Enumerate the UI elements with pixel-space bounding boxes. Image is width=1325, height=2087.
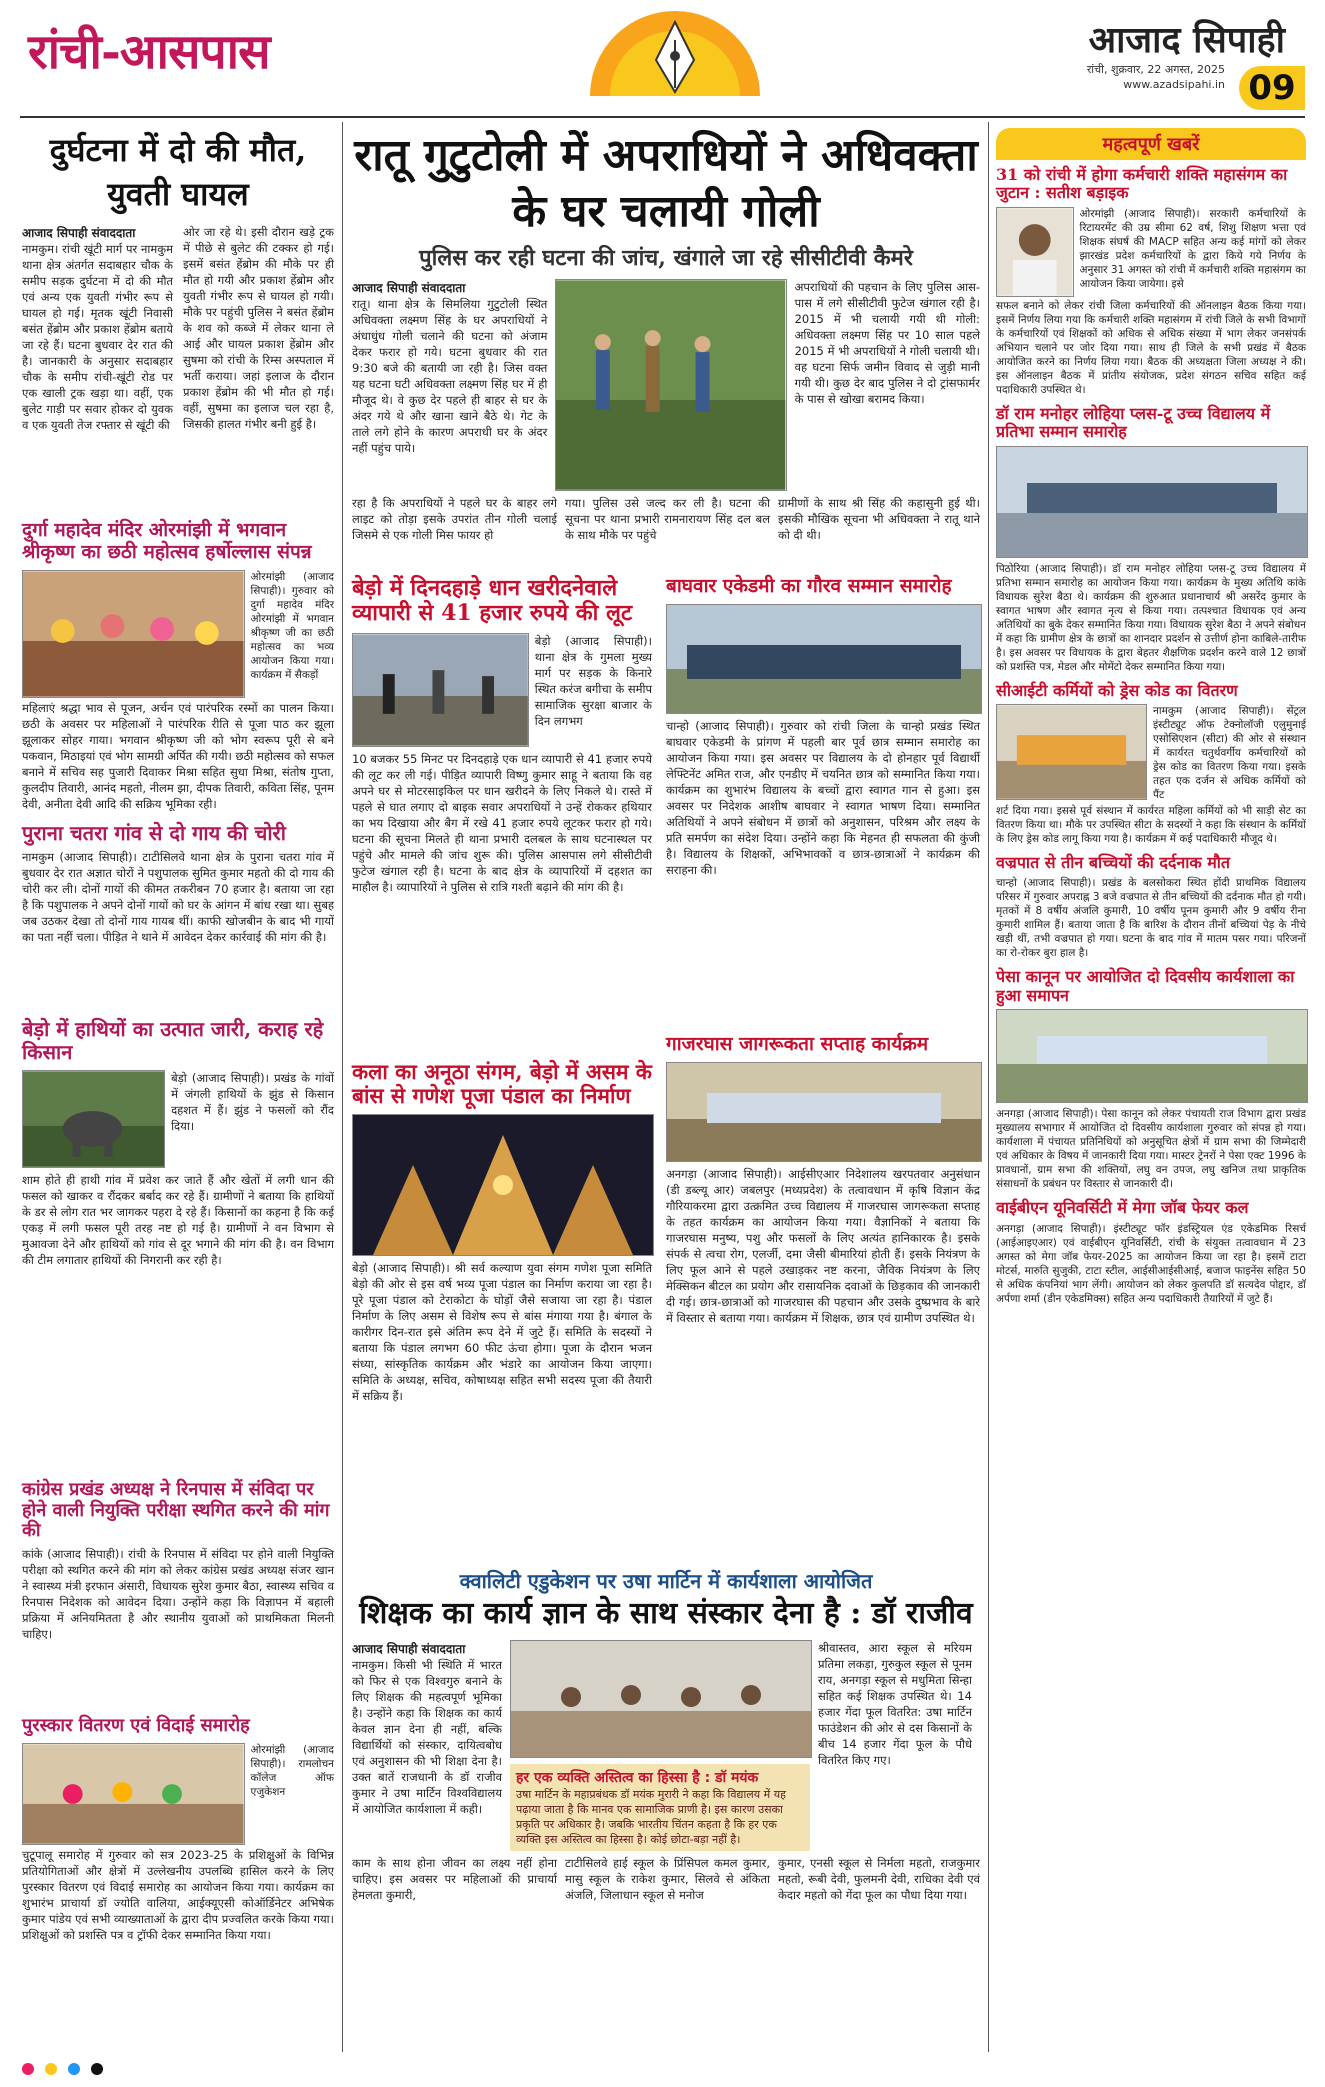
pandal-photo — [352, 1114, 654, 1256]
body-text: शाम होते ही हाथी गांव में प्रवेश कर जाते हैं और खेतों में लगी धान की फसल को खाकर व रौंदकर बर्बाद कर रहे हैं। ग्रामीणों ने बताया कि हाथियों के डर से लोग रात भर जागकर पहरा दे रहे हैं। किसानों का कहना है कि कई एकड़ में लगी फसल पूरी तरह नष्ट हो गई है। ग्रामीणों ने वन विभाग से मुआवजा देने और हाथियों को गांव से दूर भगाने की मांग की है। वन विभाग की टीम लगातार हाथियों की निगरानी कर रही है। — [22, 1173, 334, 1267]
body-text: पिठोरिया (आजाद सिपाही)। डॉ राम मनोहर लोहिया प्लस-टू उच्च विद्यालय में प्रतिभा सम्मान समारोह का आयोजन किया गया। कार्यक्रम के मुख्य अतिथि कांके विधायक सुरेश बैठा थे। कार्यक्रम की शुरुआत प्रधानाचार्य श्री असरेंद कुमार के स्वागत भाषण और स्वागत नृत्य से किया गया। तत्पश्चात विधायक एवं अन्य अतिथियों का बुके देकर सम्मानित किया गया। विधायक सुरेश बैठा ने अपने संबोधन में कहा कि ग्रामीण क्षेत्र के छात्रों का शानदार प्रदर्शन से उत्तीर्ण होना काबिले-तारीफ है। इस अवसर पर विधायक के द्वारा बेहतर शैक्षणिक प्रदर्शन करने वाले 12 छात्रों को प्रशस्ति पत्र, मेडल और मोमेंटो देकर सम्मानित किया गया। — [996, 562, 1306, 673]
body-text: नामकुम (आजाद सिपाही)। सेंट्रल इंस्टीट्यूट ऑफ टेक्नोलॉजी एलुमुनाई एसोसिएशन (सीटा) की ओर से संस्थान में कार्यरत चतुर्थवर्गीय कर्मचारियों को ड्रेस कोड का वितरण किया गया। इसके तहत एक दर्जन से अधिक कर्मियों को पैंट — [1153, 704, 1306, 801]
headline: बेड़ो में हाथियों का उत्पात जारी, कराह रहे किसान — [22, 1017, 324, 1064]
headline: वाईबीएन यूनिवर्सिटी में मेगा जॉब फेयर कल — [996, 1198, 1249, 1218]
footer — [22, 2060, 1307, 2079]
body-text: ओरमांझी (आजाद सिपाही)। रामलोचन कॉलेज ऑफ एजुकेशन — [250, 1743, 334, 1798]
byline: आजाद सिपाही संवाददाता — [352, 1641, 466, 1656]
body-text: अनगड़ा (आजाद सिपाही)। पेसा कानून को लेकर पंचायती राज विभाग द्वारा प्रखंड मुख्यालय सभागार में आयोजित दो दिवसीय कार्यशाला गुरुवार को संपन्न हो गया। कार्यशाला में पंचायत प्रतिनिधियों को अनुसूचित क्षेत्रों में ग्राम सभा की जिम्मेदारी एवं अधिकार के विषय में जानकारी दिया गया। मास्टर ट्रेनरों ने पेसा एक्ट 1996 के प्रावधानों, ग्राम सभा की शक्तियों, लघु वन उपज, लघु खनिज तथा प्राकृतिक संसाधनों के प्रबंधन पर विस्तार से जानकारी दी। — [996, 1108, 1306, 1191]
headline: कांग्रेस प्रखंड अध्यक्ष ने रिनपास में संविदा पर होने वाली नियुक्ति परीक्षा स्थगित करने की मांग की — [22, 1479, 330, 1542]
headline: कला का अनूठा संगम, बेड़ो में असम के बांस से गणेश पूजा पंडाल का निर्माण — [352, 1059, 652, 1109]
pesa-photo — [996, 1009, 1308, 1103]
academy-photo — [666, 604, 982, 714]
article-durga-mahotsav — [22, 520, 334, 812]
headline: पुरस्कार वितरण एवं विदाई समारोह — [22, 1715, 250, 1736]
body-text: कांके (आजाद सिपाही)। रांची के रिनपास में संविदा पर होने वाली नियुक्ति परीक्षा को स्थगित करने की मांग को लेकर कांग्रेस प्रखंड अध्यक्ष संजर खान ने स्वास्थ्य मंत्री इरफान अंसारी, विधायक सुरेश कुमार बैठा, स्वास्थ्य सचिव व रिनपास निदेशक को आवेदन दिया। उन्होंने कहा कि विज्ञापन में बहाली प्रक्रिया में अनियमितता है और स्थानीय युवाओं को प्राथमिकता मिलनी चाहिए। — [22, 1547, 334, 1642]
kicker: क्वालिटी एडुकेशन पर उषा मार्टिन में कार्यशाला आयोजित — [459, 1569, 873, 1593]
body-text: ओरमांझी (आजाद सिपाही)। सरकारी कर्मचारियों के रिटायरमेंट की उम्र सीमा 62 वर्ष, शिशु शिक्षण भत्ता एवं शिक्षक संघर्ष की MACP सहित अन्य कई मांगों को लेकर झारखंड प्रदेश कर्मचारियों के द्वारा किये गये निर्णय के अनुसार 31 अगस्त को रांची में कर्मचारी शक्ति महासंगम का आयोजन किया जायेगा। इसे — [1079, 207, 1306, 290]
brand-name: आजाद सिपाही — [1088, 19, 1285, 61]
elephant-photo — [22, 1070, 165, 1168]
article-robbery — [352, 576, 652, 895]
body-text: ग्रामीणों के साथ श्री सिंह की कहासुनी हुई थी। इसकी मौखिक सूचना भी अधिवक्ता ने रातू थाने को दी थी। — [778, 496, 980, 543]
registration-marks — [22, 2060, 1307, 2079]
headline: पुराना चतरा गांव से दो गाय की चोरी — [22, 821, 286, 845]
byline: आजाद सिपाही संवाददाता — [352, 281, 466, 296]
body-text: बेड़ो (आजाद सिपाही)। थाना क्षेत्र के गुमला मुख्य मार्ग पर सड़क के किनारे स्थित करंज बगीचा के समीप सामाजिक सुरक्षा बाजार के दिन लगभग — [534, 633, 652, 728]
body-text: अपराधियों की पहचान के लिए पुलिस आस-पास में लगे सीसीटीवी फुटेज खंगाल रही है। 2015 में भी चलायी गयी थी गोली: अधिवक्ता लक्ष्मण सिंह पर 10 साल पहले 2015 में भी अपराधियों ने गोली चलायी थी। वह घटना सिर्फ जमीन विवाद से जुड़ी मानी गयी थी। कुछ देर बाद पुलिस ने दो ट्रांसफार्मर के पास से खोखा बरामद किया। — [794, 280, 980, 407]
robbery-photo — [352, 633, 529, 747]
body-text: गया। पुलिस उसे जल्द कर ली है। घटना की सूचना पर थाना प्रभारी रामनारायण सिंह दल बल के साथ मौके पर पहुंचे — [565, 496, 770, 543]
headline: पेसा कानून पर आयोजित दो दिवसीय कार्यशाला का हुआ समापन — [996, 967, 1295, 1005]
column-divider — [342, 122, 343, 2052]
article-workshop — [352, 1570, 980, 1903]
color-dot — [45, 2063, 57, 2075]
body-text: अनगड़ा (आजाद सिपाही)। आईसीएआर निदेशालय खरपतवार अनुसंधान (डी डब्ल्यू आर) जबलपुर (मध्यप्रदेश) के तत्वावधान में कृषि विज्ञान केंद्र गौरियाकरमा द्वारा उत्क्रमित उच्च विद्यालय में गाजरघास जागरूकता सप्ताह के तहत कार्यक्रम का आयोजन किया गया। वैज्ञानिकों ने बताया कि गाजरघास मनुष्य, पशु और फसलों के लिए अत्यंत हानिकारक है। इसके संपर्क से त्वचा रोग, एलर्जी, दमा जैसी बीमारियां होती हैं। इसके नियंत्रण के लिए फूल आने से पहले उखाड़कर नष्ट करना, जैविक नियंत्रण के लिए मेक्सिकन बीटल का प्रयोग और रासायनिक दवाओं के छिड़काव की जानकारी दी गई। छात्र-छात्राओं को गाजरघास की पहचान और उसके दुष्प्रभाव के बारे में विस्तार से बताया गया। कार्यक्रम में शिक्षक, छात्र एवं ग्रामीण उपस्थित थे। — [666, 1166, 980, 1325]
body-text: रातू। थाना क्षेत्र के सिमलिया गुटुटोली स्थित अधिवक्ता लक्ष्मण सिंह के घर अपराधियों ने अंधाधुंध गोली चलाने की घटना को अंजाम देकर फरार हो गये। घटना बुधवार की रात 9:30 बजे की बतायी जा रही है। जिस वक्त यह घटना घटी अधिवक्ता लक्ष्मण सिंह घर में ही मौजूद थे। वे कुछ देर पहले ही बाहर से घर के अंदर गये थे और खाना खाने बैठे थे। गेट के ताले लगे होने के कारण अपराधी घर के अंदर नहीं पहुंच पाये। — [352, 297, 548, 456]
body-text: कुमार, एनसी स्कूल से निर्मला महतो, राजकुमार महतो, रूबी देवी, फुलमनी देवी, राधिका देवी एवं केदार महतो को गेंदा फूल का पौधा दिया गया। — [778, 1855, 980, 1902]
headline: वज्रपात से तीन बच्चियों की दर्दनाक मौत — [996, 852, 1231, 872]
school-ceremony-photo — [996, 446, 1308, 558]
masthead-rule — [20, 116, 1305, 118]
article-pesa-workshop — [996, 968, 1306, 1191]
color-dot — [68, 2063, 80, 2075]
article-elephants — [22, 1018, 334, 1268]
pen-nib-logo — [590, 0, 760, 96]
dateline-block — [1087, 62, 1225, 92]
body-text: सफल बनाने को लेकर रांची जिला कर्मचारियों की ऑनलाइन बैठक किया गया। इसमें निर्णय लिया गया कि कर्मचारी शक्ति महासंगम में रांची जिले के सभी विभागों के कर्मचारियों एवं शिक्षकों को अधिक से अधिक संख्या में भाग लेकर जनसंपर्क अभियान चलाने पर जोर दिया गया। साथ ही जिले के सभी प्रखंड में बैठक आयोजित करने का निर्णय लिया गया। बैठक की अध्यक्षता जिला अध्यक्ष ने की। इस ऑनलाइन बैठक में प्रांतीय संयोजक, प्रदेश संगठन सचिव सहित कई पदाधिकारी उपस्थित थे। — [996, 299, 1306, 396]
section-title: रांची-आसपास — [28, 24, 270, 80]
column-divider — [988, 122, 989, 2052]
body-text: शर्ट दिया गया। इससे पूर्व संस्थान में कार्यरत महिला कर्मियों को भी साड़ी सेट का वितरण किया था। मौके पर उपस्थित सीटा के सदस्यों ने कहा कि संस्थान के कर्मियों के लिए ड्रेस कोड लागू किया गया है। कार्यक्रम में कई पदाधिकारी मौजूद थे। — [996, 804, 1306, 845]
lead-article — [352, 128, 980, 543]
article-award-ceremony — [22, 1716, 334, 1943]
article-ganesh-pandal — [352, 1060, 652, 1404]
headline: सीआईटी कर्मियों को ड्रेस कोड का वितरण — [996, 680, 1238, 700]
page-number: 09 — [1239, 66, 1305, 110]
body-text: काम के साथ होना जीवन का लक्ष्य नहीं होना चाहिए। इस अवसर पर महिलाओं की प्राचार्या हेमलता कुमारी, — [352, 1855, 557, 1902]
article-accident — [22, 128, 334, 433]
workshop-photo — [510, 1640, 812, 1758]
headline: 31 को रांची में होगा कर्मचारी शक्ति महासंगम का जुटान : सतीश बड़ाइक — [996, 165, 1288, 203]
article-employee-union — [996, 166, 1306, 397]
body-text: बेड़ो (आजाद सिपाही)। प्रखंड के गांवों में जंगली हाथियों के झुंड से किसान दहशत में हैं। झुंड ने फसलों को रौंद दिया। — [171, 1071, 334, 1133]
body-text: ओर जा रहे थे। इसी दौरान खड़े ट्रक में पीछे से बुलेट की टक्कर हो गई। इसमें बसंत हेंब्रोम की मौके पर ही मौत हो गयी और प्रकाश हेंब्रोम और युवती गंभीर रूप से घायल हो गयी। मौके पर पहुंची पुलिस ने बसंत हेंब्रोम के शव को कब्जे में लेकर थाना ले आई और घायल प्रकाश हेंब्रोम और सुषमा को रांची के रिम्स अस्पताल में भर्ती कराया। जहां इलाज के दौरान प्रकाश हेंब्रोम की भी मौत हो गई। वहीं, सुषमा का इलाज चल रहा है, जिसकी हालत गंभीर बनी हुई है। — [183, 225, 334, 431]
portrait-photo — [996, 207, 1074, 297]
article-job-fair — [996, 1199, 1306, 1305]
article-cow-theft — [22, 822, 334, 945]
lead-subhead: पुलिस कर रही घटना की जांच, खंगाले जा रहे सीसीटीवी कैमरे — [419, 245, 913, 271]
headline: शिक्षक का कार्य ज्ञान के साथ संस्कार देना है : डॉ राजीव — [359, 1596, 973, 1631]
awareness-photo — [666, 1062, 982, 1162]
headline: दुर्गा महादेव मंदिर ओरमांझी में भगवान श्रीकृष्ण का छठी महोत्सव हर्षोल्लास संपन्न — [22, 519, 312, 563]
byline: आजाद सिपाही संवाददाता — [22, 226, 136, 240]
dress-distribution-photo — [996, 704, 1147, 800]
quote-box — [510, 1764, 810, 1851]
article-lightning — [996, 854, 1306, 960]
lead-headline: रातू गुटुटोली में अपराधियों ने अधिवक्ता के घर चलायी गोली — [354, 130, 978, 237]
body-text: चान्हो (आजाद सिपाही)। प्रखंड के बलसोकरा स्थित होंदी प्राथमिक विद्यालय परिसर में गुरुवार अपराह्न 3 बजे वज्रपात से तीन बच्चियों की दर्दनाक मौत हो गयी। मृतकों में 8 वर्षीय अंजलि कुमारी, 10 वर्षीय पूनम कुमारी और 9 वर्षीय रीना कुमारी शामिल हैं। बताया जाता है कि बारिश के दौरान तीनों बच्चियां पेड़ के नीचे खड़ी थीं, तभी वज्रपात हो गया। घटना के बाद गांव में मातम पसर गया। परिजनों का रो-रोकर बुरा हाल है। — [996, 877, 1306, 960]
award-photo — [22, 1743, 245, 1845]
body-text: नामकुम। रांची खूंटी मार्ग पर नामकुम थाना क्षेत्र अंतर्गत सदाबहार चौक के समीप सड़क दुर्घटना में दो की मौत एवं अन्य एक युवती गंभीर रूप से घायल हो गई। मृतक खूंटी निवासी बसंत हेंब्रोम और प्रकाश हेंब्रोम बताये जा रहे हैं। घटना बुधवार देर रात की है। जानकारी के अनुसार सदाबहार चौक के समीप रांची-खूंटी रोड पर एक खाली ट्रक खड़ा था। वहीं, एक बुलेट गाड़ी पर सवार होकर दो युवक व एक युवती तेज रफ्तार से खूंटी की — [22, 242, 173, 432]
body-text: नामकुम। किसी भी स्थिति में भारत को फिर से एक विश्वगुरु बनाने के लिए शिक्षक की महत्वपूर्ण भूमिका है। उन्होंने कहा कि शिक्षक का कार्य केवल ज्ञान देना ही नहीं, बल्कि विद्यार्थियों को संस्कार, दायित्वबोध एवं अनुशासन की भी शिक्षा देना है। उक्त बातें राजधानी के डॉ राजीव कुमार ने उषा मार्टिन विश्वविद्यालय में आयोजित कार्यशाला में कही। — [352, 1657, 502, 1816]
body-text: नामकुम (आजाद सिपाही)। टाटीसिलवे थाना क्षेत्र के पुराना चतरा गांव में बुधवार देर रात अज्ञात चोरों ने पशुपालक सुमित कुमार महतो की दो गाय की चोरी कर ली। दोनों गायों की कीमत तकरीबन 70 हजार है। बताया जा रहा है कि पशुपालक ने अपने दोनों गायों को घर के आंगन में बांध रखा था। सुबह जब उठकर देखा तो दोनों गाय गायब थीं। काफी खोजबीन के बाद भी गायों का पता नहीं चला। पीड़ित ने थाने में आवेदन देकर कार्रवाई की मांग की है। — [22, 850, 334, 944]
headline: डॉ राम मनोहर लोहिया प्लस-टू उच्च विद्यालय में प्रतिभा सम्मान समारोह — [996, 403, 1271, 442]
article-congress-rinpas — [22, 1480, 334, 1642]
quote-body: उषा मार्टिन के महाप्रबंधक डॉ मयंक मुरारी ने कहा कि विद्यालय में यह पढ़ाया जाता है कि मानव एक सामाजिक प्राणी है। इस कारण उसका प्रकृति पर अधिकार है। जबकि भारतीय चिंतन कहता है कि हर एक व्यक्ति इस अस्तित्व का हिस्सा है। कोई छोटा-बड़ा नहीं है। — [516, 1787, 786, 1846]
article-baghwar-academy — [666, 576, 980, 878]
color-dot — [22, 2063, 34, 2075]
body-text: श्रीवास्तव, आरा स्कूल से मरियम प्रतिमा लकड़ा, गुरुकुल स्कूल से पूनम राय, अनगड़ा स्कूल से मधुमिता सिन्हा सहित कई शिक्षक उपस्थित थे। 14 हजार गेंदा फूल वितरित: उषा मार्टिन फाउंडेशन की ओर से दस किसानों के बीच 14 हजार गेंदा फूल के पौधे वितरित किए गए। — [818, 1640, 972, 1767]
headline: बेड़ो में दिनदहाड़े धान खरीदनेवाले व्यापारी से 41 हजार रुपये की लूट — [352, 575, 633, 627]
important-news-box — [996, 128, 1306, 1306]
body-text: बेड़ो (आजाद सिपाही)। श्री सर्व कल्याण युवा संगम गणेश पूजा समिति बेड़ो की ओर से इस वर्ष भव्य पूजा पंडाल का निर्माण कराया जा रहा है। पूरे पूजा पंडाल को टेराकोटा के घोड़ों जैसे सजाया जा रहा है। पंडाल निर्माण के लिए असम से विशेष रूप से बांस मंगाया गया है। बंगाल के कारीगर दिन-रात इसे अंतिम रूप देने में जुटे हैं। समिति के सदस्यों ने बताया कि पंडाल लगभग 60 फीट ऊंचा होगा। पूजा के दौरान भजन संध्या, सांस्कृतिक कार्यक्रम और भंडारे का आयोजन किया जाएगा। समिति के अध्यक्ष, सचिव, कोषाध्यक्ष सहित सभी सदस्य पूजा की तैयारी में सक्रिय हैं। — [352, 1261, 652, 1404]
quote-headline: हर एक व्यक्ति अस्तित्व का हिस्सा है : डॉ मयंक — [516, 1769, 759, 1786]
body-text: चुटूपालू समारोह में गुरुवार को सत्र 2023-25 के प्रशिक्षुओं के विभिन्न प्रतियोगिताओं और क्षेत्रों में उल्लेखनीय उपलब्धि हासिल करने के लिए पुरस्कार वितरण एवं विदाई समारोह का आयोजन किया गया। कार्यक्रम का शुभारंभ प्राचार्या डॉ ज्योति वालिया, आईक्यूएसी कोऑर्डिनेटर अभिषेक कुमार पांडेय एवं सभी व्याख्याताओं के द्वारा दीप प्रज्वलित करके किया गया। प्रशिक्षुओं को प्रशस्ति पत्र व ट्रॉफी देकर सम्मानित किया गया। — [22, 1847, 334, 1942]
color-dot — [91, 2063, 103, 2075]
body-text: रहा है कि अपराधियों ने पहले घर के बाहर लगे लाइट को तोड़ा इसके उपरांत तीन गोली चलाई जिसमे से एक गोली मिस फायर हो — [352, 496, 557, 543]
website: www.azadsipahi.in — [1123, 78, 1225, 91]
box-title: महत्वपूर्ण खबरें — [996, 128, 1306, 160]
body-text: महिलाएं श्रद्धा भाव से पूजन, अर्चन एवं पारंपरिक रस्मों का पालन किया। छठी के अवसर पर महिलाओं ने पारंपरिक रीति से पूजा पाठ कर झूला झूलाकर सोहर गाया। भगवान श्रीकृष्ण जी को भोग स्वरूप पूरी से बने पकवान, मिठाइयां एवं भोग सामग्री अर्पित की गयी। छठी महोत्सव को सफल बनाने में सचिव सह पुजारी दिवाकर मिश्रा सहित सुधा मिश्रा, संतोष गुप्ता, कुलदीप तिवारी, आनंद महतो, नीलम झा, दीपक तिवारी, कविता सिंह, पूनम देवी, अनीता देवी आदि की सक्रिय भूमिका रही। — [22, 700, 334, 811]
body-text: अनगड़ा (आजाद सिपाही)। इंस्टीट्यूट फॉर इंडस्ट्रियल एंड एकेडमिक रिसर्च (आईआइएआर) एवं वाईबीएन यूनिवर्सिटी, रांची के संयुक्त तत्वावधान में 23 अगस्त को मेगा जॉब फेयर-2025 का आयोजन किया जा रहा है। इसमें टाटा मोटर्स, मारुति सुजुकी, टाटा स्टील, आईसीआईसीआई, बजाज फाइनेंस सहित 50 से अधिक कंपनियां भाग लेंगी। आयोजन को लेकर कुलपति डॉ सत्यदेव पोद्दार, डॉ अर्पणा शर्मा (डीन एकेडमिक्स) सहित अन्य पदाधिकारी तैयारियों में जुटे हैं। — [996, 1222, 1306, 1305]
festival-photo — [22, 570, 245, 698]
body-text: ओरमांझी (आजाद सिपाही)। गुरुवार को दुर्गा महादेव मंदिर ओरमांझी में भगवान श्रीकृष्ण जी का छठी महोत्सव का भव्य आयोजन किया गया। कार्यक्रम में सैकड़ों — [250, 570, 334, 681]
article-parthenium-awareness — [666, 1034, 980, 1326]
headline: बाघवार एकेडमी का गौरव सम्मान समारोह — [666, 575, 952, 597]
article-dress-code — [996, 682, 1306, 846]
body-text: 10 बजकर 55 मिनट पर दिनदहाड़े एक धान व्यापारी से 41 हजार रुपये की लूट कर ली गई। पीड़ित व्यापारी विष्णु कुमार साहू ने बताया कि वह अपने घर से मोटरसाइकिल पर धान खरीदने के लिए निकले थे। रास्ते में पहले से घात लगाए दो बाइक सवार अपराधियों ने उन्हें रोककर हथियार का भय दिखाया और बैग में रखे 41 हजार रुपये लूटकर फरार हो गये। घटना की सूचना मिलते ही थाना प्रभारी दलबल के साथ घटनास्थल पर पहुंचे और मामले की जांच शुरू की। पुलिस आसपास लगे सीसीटीवी फुटेज खंगाल रही है। घटना के बाद क्षेत्र के व्यापारियों में दहशत का माहौल है। व्यापारियों ने पुलिस से रात्रि गश्ती बढ़ाने की मांग की है। — [352, 751, 652, 894]
headline: गाजरघास जागरूकता सप्ताह कार्यक्रम — [666, 1033, 929, 1055]
police-scene-photo — [555, 279, 786, 491]
body-text: चान्हो (आजाद सिपाही)। गुरुवार को रांची जिला के चान्हो प्रखंड स्थित बाघवार एकेडमी के प्रांगण में पहली बार पूर्व छात्र सम्मान समारोह का आयोजन किया गया। इस अवसर पर विद्यालय के दो होनहार पूर्व विद्यार्थी लेफ्टिनेंट अमित राज, और एनडीए में चयनित छात्र को सम्मानित किया गया। कार्यक्रम का शुभारंभ विद्यालय के बच्चों द्वारा स्वागत गान से हुआ। इस अवसर पर निदेशक आशीष बाघवार ने स्वागत भाषण दिया। सम्मानित अतिथियों ने अपने संबोधन में छात्रों को अनुशासन, परिश्रम और लक्ष्य के प्रति समर्पण का संदेश दिया। उन्होंने कहा कि मेहनत ही सफलता की कुंजी है। विद्यालय के शिक्षकों, अभिभावकों व छात्र-छात्राओं ने कार्यक्रम की सराहना की। — [666, 718, 980, 877]
body-text: टाटीसिलवे हाई स्कूल के प्रिंसिपल कमल कुमार, मासु स्कूल के राकेश कुमार, सिलवे से अंकिता अंजलि, जिलाधान स्कूल से मनोज — [565, 1855, 770, 1902]
headline: दुर्घटना में दो की मौत, युवती घायल — [49, 131, 307, 213]
article-lohia-school — [996, 405, 1306, 674]
dateline: रांची, शुक्रवार, 22 अगस्त, 2025 — [1086, 63, 1225, 76]
